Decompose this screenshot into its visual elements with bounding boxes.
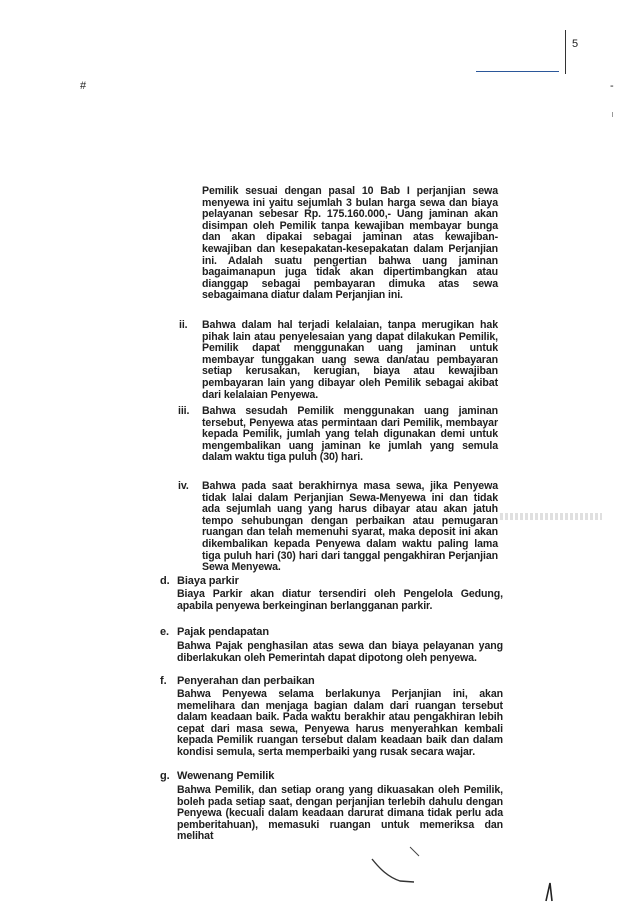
section-body-penyerahan: Bahwa Penyewa selama berlakunya Perjanjian ini, akan memelihara dan menjaga bagian dalam dari ruangan tersebut dalam keadaan baik. Pada waktu berakhir atau pengakhiran lebih cepat dari masa sewa, Penyewa harus menyerahkan kembali kepada Pemilik ruangan tersebut dalam keadaan baik dan dalam kondisi semula, serta memperbaiki yang rusak secara wajar. (177, 688, 503, 758)
section-title-pajak-pendapatan: Pajak pendapatan (177, 626, 269, 638)
section-body-biaya-parkir: Biaya Parkir akan diatur tersendiri oleh Pengelola Gedung, apabila penyewa berkeinginan berlangganan parkir. (177, 588, 503, 612)
item-number-iv: iv. (178, 480, 189, 492)
section-body-wewenang-pemilik: Bahwa Pemilik, dan setiap orang yang dikuasakan oleh Pemilik, boleh pada setiap saat, dengan perjanjian terlebih dahulu dengan Penyewa (kecuali dalam keadaan darurat dimana tidak perlu ada pemberitahuan), memasuki ruangan untuk memeriksa dan melihat (177, 784, 503, 843)
pen-stroke-mark (370, 855, 420, 885)
continuation-paragraph: Pemilik sesuai dengan pasal 10 Bab I perjanjian sewa menyewa ini yaitu sejumlah 3 bulan harga sewa dan biaya pelayanan sebesar Rp. 175.160.000,- Uang jaminan akan disimpan oleh Pemilik tanpa kewajiban membayar bunga dan akan dipakai sebagai jaminan atas kewajiban-kewajiban dan kesepakatan-kesepakatan dalam Perjanjian ini. Adalah suatu pengertian bahwa uang jaminan bagaimanapun juga tidak akan dipertimbangkan atau dianggap sebagai pembayaran dimuka atas sewa sebagaimana diatur dalam Perjanjian ini. (202, 185, 498, 302)
section-letter-g: g. (160, 770, 170, 782)
scan-smudge (500, 513, 602, 520)
section-body-pajak-pendapatan: Bahwa Pajak penghasilan atas sewa dan biaya pelayanan yang diberlakukan oleh Pemerintah dapat dipotong oleh penyewa. (177, 640, 503, 664)
section-letter-e: e. (160, 626, 169, 638)
section-title-penyerahan: Penyerahan dan perbaikan (177, 675, 315, 687)
item-number-iii: iii. (178, 405, 190, 417)
initial-mark (542, 880, 558, 902)
header-dash-mark: - (610, 80, 614, 92)
pen-tick-mark (408, 845, 422, 859)
item-text-iv: Bahwa pada saat berakhirnya masa sewa, jika Penyewa tidak lalai dalam Perjanjian Sewa-Menyewa ini dan tidak ada sejumlah uang yang harus dibayar atau akan jatuh tempo sehubungan dengan perbaikan atau pemugaran ruangan dan telah memenuhi syarat, maka deposit ini akan dikembalikan kepada Penyewa dalam waktu paling lama tiga puluh hari (30) hari dari tanggal pengakhiran Perjanjian Sewa Menyewa. (202, 480, 498, 574)
section-title-wewenang-pemilik: Wewenang Pemilik (177, 770, 275, 782)
page-number: 5 (572, 38, 579, 50)
item-text-iii: Bahwa sesudah Pemilik menggunakan uang jaminan tersebut, Penyewa atas permintaan dari Pemilik, membayar kepada Pemilik, jumlah yang telah digunakan demi untuk mengembalikan uang jaminan ke jumlah yang semula dalam waktu tiga puluh (30) hari. (202, 405, 498, 464)
section-title-biaya-parkir: Biaya parkir (177, 575, 239, 587)
item-text-ii: Bahwa dalam hal terjadi kelalaian, tanpa merugikan hak pihak lain atau penyelesaian yang dapat dilakukan Pemilik, Pemilik dapat menggunakan uang jaminan untuk membayar tunggakan uang sewa dan/atau pembayaran setiap kerusakan, kerugian, biaya atau kewajiban pembayaran lain yang dibayar oleh Pemilik sebagai akibat dari kelalaian Penyewa. (202, 319, 498, 401)
item-number-ii: ii. (179, 319, 188, 331)
header-hash-mark: # (80, 80, 87, 92)
section-letter-d: d. (160, 575, 170, 587)
section-letter-f: f. (160, 675, 167, 687)
